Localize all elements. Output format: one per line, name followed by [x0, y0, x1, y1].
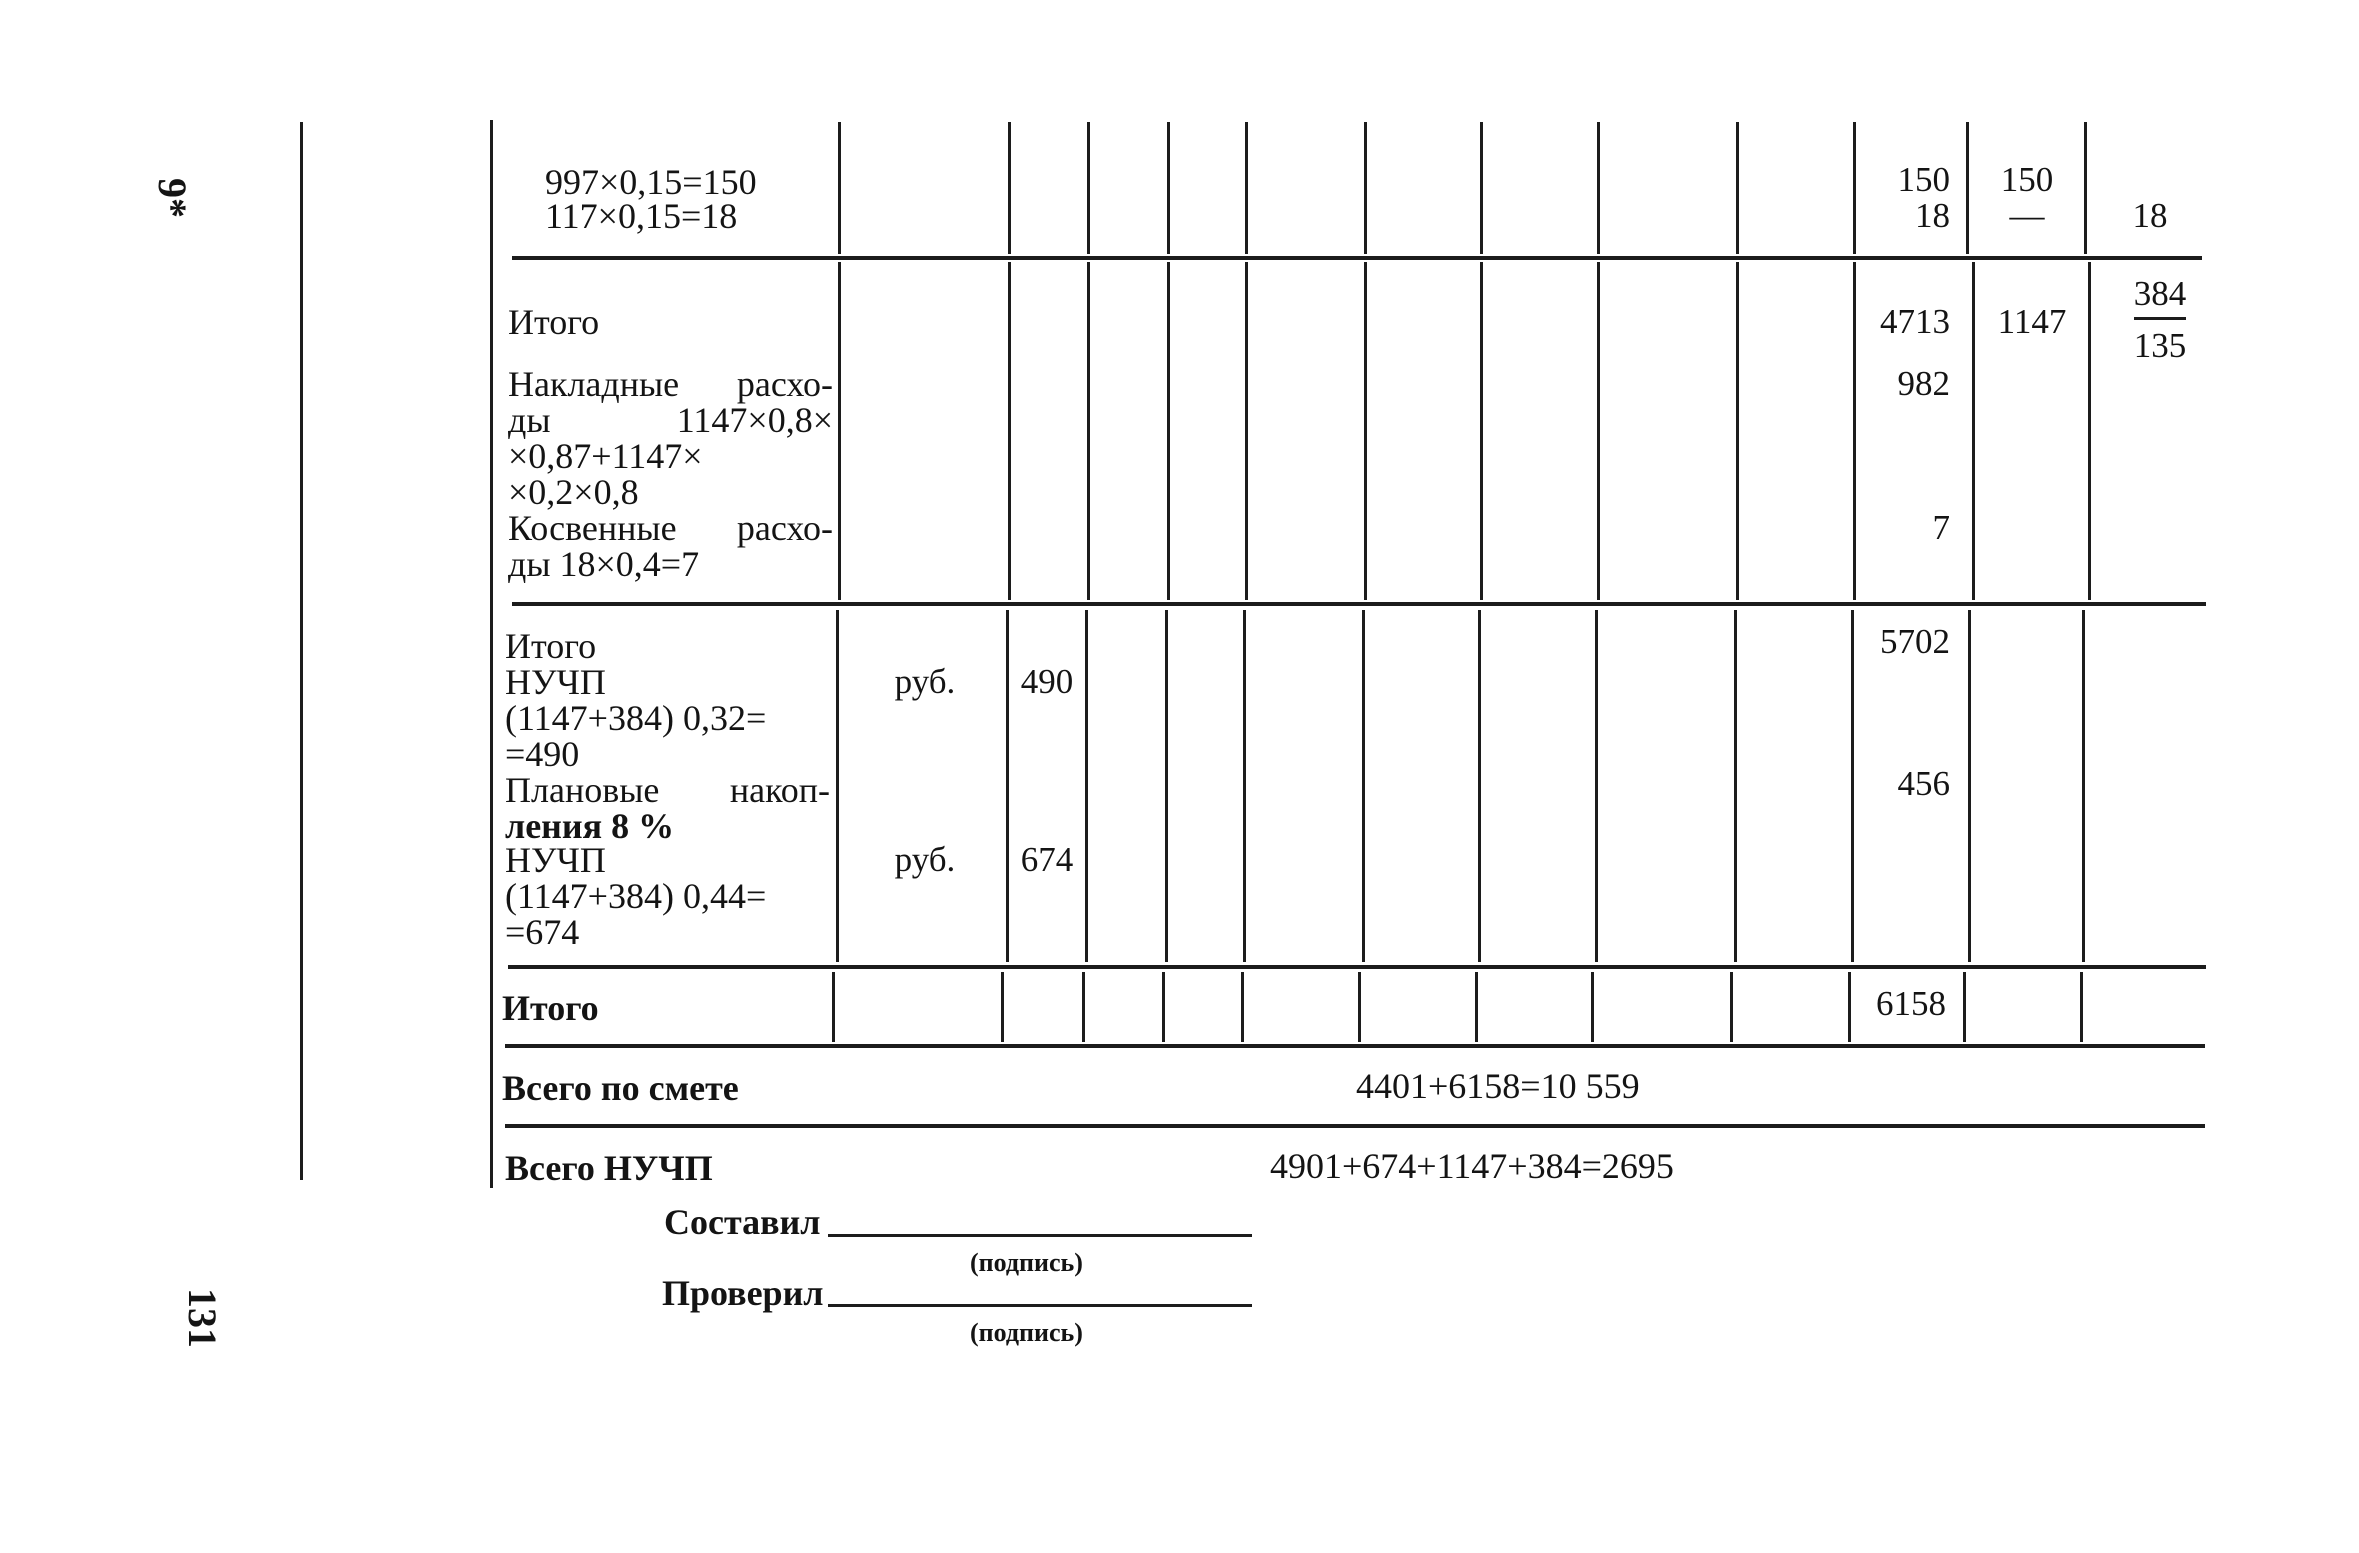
signature-caption: (подпись): [970, 1318, 1083, 1347]
row-divider-3: [508, 965, 2206, 969]
cell-value: 4713: [1880, 302, 1950, 341]
checked-by-label: Проверил: [662, 1273, 824, 1313]
cell-value: 7: [1932, 508, 1950, 547]
fraction-numerator: 384: [2133, 274, 2187, 313]
cell-value: 490: [1020, 662, 1074, 701]
cell-value: 150: [2000, 160, 2054, 199]
cell-value: 6158: [1876, 984, 1946, 1023]
checked-by-signature-line: [828, 1304, 1252, 1307]
plan-savings-label: Плановые накоп- ления 8 %: [505, 770, 830, 846]
total-nuchp-formula: 4901+674+1147+384=2695: [1270, 1146, 1674, 1186]
cell-value: 18: [2132, 196, 2168, 235]
row-label-itogo: Итого: [502, 988, 599, 1028]
row-divider-5: [505, 1124, 2205, 1128]
margin-rule: [300, 122, 303, 1180]
overhead-label: Накладные расхо- ды 1147×0,8× ×0,87+1147× ×0,2×0,8: [508, 364, 833, 512]
unit-label: руб.: [894, 840, 956, 879]
unit-label: руб.: [894, 662, 956, 701]
fraction-denominator: 135: [2133, 326, 2187, 365]
nuchp-label-2: НУЧП (1147+384) 0,44= =674: [505, 840, 767, 952]
compiled-by-label: Составил: [664, 1202, 821, 1242]
cell-value: 456: [1897, 764, 1950, 803]
total-estimate-formula: 4401+6158=10 559: [1356, 1066, 1640, 1106]
total-estimate-label: Всего по смете: [502, 1068, 739, 1108]
calc-line: 997×0,15=150: [545, 162, 757, 202]
margin-mark: 9*: [150, 178, 195, 218]
page-number: 131: [180, 1288, 225, 1348]
cell-value: 674: [1020, 840, 1074, 879]
nuchp-label-1: НУЧП (1147+384) 0,32= =490: [505, 662, 767, 774]
row-divider-1: [512, 256, 2202, 260]
table-left-border: [490, 120, 493, 1188]
cell-value: 5702: [1880, 622, 1950, 661]
total-nuchp-label: Всего НУЧП: [505, 1148, 713, 1188]
calc-line: 117×0,15=18: [545, 196, 738, 236]
cell-value: 150: [1897, 160, 1950, 199]
cell-value: 982: [1897, 364, 1950, 403]
fraction-bar: [2134, 317, 2186, 320]
row-divider-2: [512, 602, 2206, 606]
cell-value: —: [2009, 196, 2045, 235]
compiled-by-signature-line: [828, 1234, 1252, 1237]
cell-value: 18: [1915, 196, 1950, 235]
signature-caption: (подпись): [970, 1248, 1083, 1277]
row-divider-4: [505, 1044, 2205, 1048]
cell-value: 1147: [1997, 302, 2067, 341]
indirect-label: Косвенные расхо- ды 18×0,4=7: [508, 508, 833, 584]
row-label-itogo: Итого: [505, 626, 597, 666]
row-label-itogo: Итого: [508, 302, 600, 342]
